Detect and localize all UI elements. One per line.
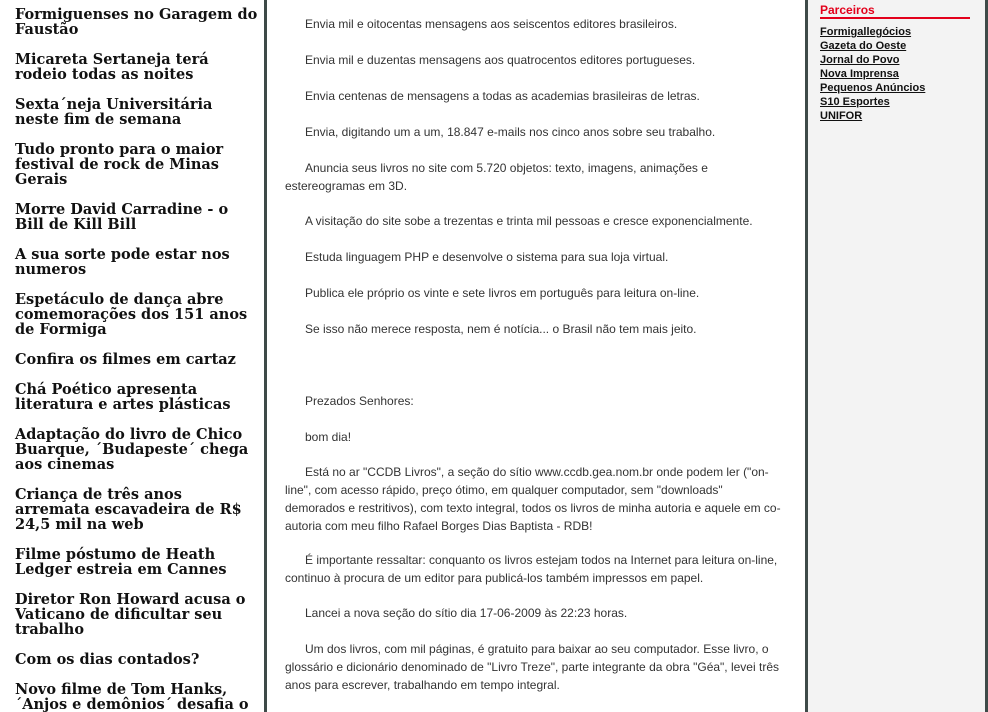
article-paragraph: Envia, digitando um a um, 18.847 e-mails nos cinco anos sobre seu trabalho. (305, 125, 716, 139)
partner-link[interactable]: Jornal do Povo (820, 54, 900, 66)
news-link[interactable]: Sexta´neja Universitária neste fim de semana (15, 96, 213, 128)
news-link[interactable]: Tudo pronto para o maior festival de rock de Minas Gerais (15, 141, 224, 188)
article-paragraph: Prezados Senhores: (305, 394, 414, 408)
article-paragraph: Estuda linguagem PHP e desenvolve o sistema para sua loja virtual. (305, 250, 669, 264)
article-paragraph: Publica ele próprio os vinte e sete livros em português para leitura on-line. (305, 286, 700, 300)
article-paragraph: Se isso não merece resposta, nem é notícia... o Brasil não tem mais jeito. (305, 322, 697, 336)
article-body (267, 0, 805, 712)
news-link[interactable]: Espetáculo de dança abre comemorações dos 151 anos de Formiga (15, 291, 248, 338)
news-link[interactable]: Confira os filmes em cartaz (15, 351, 236, 368)
partner-link[interactable]: Gazeta do Oeste (820, 40, 907, 52)
article-paragraph: Lancei a nova seção do sítio dia 17-06-2009 às 22:23 horas. (305, 606, 628, 620)
news-link[interactable]: Formiguenses no Garagem do Faustão (15, 6, 258, 38)
article-paragraph: Está no ar "CCDB Livros", a seção do sítio www.ccdb.gea.nom.br onde podem ler ("on-line", com acesso rápido, preço ótimo, em qualquer computador, sem "downloads" demorados e restritivos), com texto integral, todos os livros de minha autoria e aquele em co-autoria com meu filho Rafael Borges Dias Baptista - RDB! (285, 465, 781, 533)
partners-sidebar (808, 0, 985, 712)
partner-link[interactable]: UNIFOR (820, 110, 863, 122)
partner-link[interactable]: Nova Imprensa (820, 68, 899, 80)
article-paragraph: bom dia! (305, 430, 352, 444)
news-link[interactable]: Adaptação do livro de Chico Buarque, ´Budapeste´ chega aos cinemas (15, 426, 249, 473)
news-link[interactable]: Micareta Sertaneja terá rodeio todas as noites (15, 51, 209, 83)
news-link[interactable]: A sua sorte pode estar nos numeros (15, 246, 230, 278)
news-link[interactable]: Morre David Carradine - o Bill de Kill Bill (15, 201, 229, 233)
partners-title: Parceiros (820, 3, 875, 17)
news-sidebar (0, 0, 264, 712)
partner-link[interactable]: S10 Esportes (820, 96, 890, 108)
article-paragraph: Anuncia seus livros no site com 5.720 objetos: texto, imagens, animações e estereogramas em 3D. (285, 161, 708, 193)
partners-divider (820, 17, 970, 19)
partner-link[interactable]: Formigallegócios (820, 26, 912, 38)
article-paragraph: Um dos livros, com mil páginas, é gratuito para baixar ao seu computador. Esse livro, o glossário e dicionário denominado de "Livro Treze", parte integrante da obra "Géa", levei três anos para escrever, trabalhando em tempo integral. (285, 642, 779, 692)
news-link[interactable]: Filme póstumo de Heath Ledger estreia em Cannes (15, 546, 227, 578)
news-link[interactable]: Novo filme de Tom Hanks, ´Anjos e demônios´ desafia o (15, 681, 249, 712)
news-link[interactable]: Criança de três anos arremata escavadeira de R$ 24,5 mil na web (15, 486, 242, 533)
article-paragraph: É importante ressaltar: conquanto os livros estejam todos na Internet para leitura on-line, continuo à procura de um editor para publicá-los também impressos em papel. (285, 553, 778, 585)
article-paragraph: Envia mil e oitocentas mensagens aos seiscentos editores brasileiros. (305, 17, 678, 31)
news-link[interactable]: Diretor Ron Howard acusa o Vaticano de dificultar seu trabalho (15, 591, 246, 638)
partner-link[interactable]: Pequenos Anúncios (820, 82, 926, 94)
article-paragraph: Envia centenas de mensagens a todas as academias brasileiras de letras. (305, 89, 700, 103)
article-paragraph: A visitação do site sobe a trezentas e trinta mil pessoas e cresce exponencialmente. (305, 214, 753, 228)
article-paragraph: Envia mil e duzentas mensagens aos quatrocentos editores portugueses. (305, 53, 696, 67)
news-link[interactable]: Com os dias contados? (15, 651, 200, 668)
news-link[interactable]: Chá Poético apresenta literatura e artes plásticas (15, 381, 231, 413)
